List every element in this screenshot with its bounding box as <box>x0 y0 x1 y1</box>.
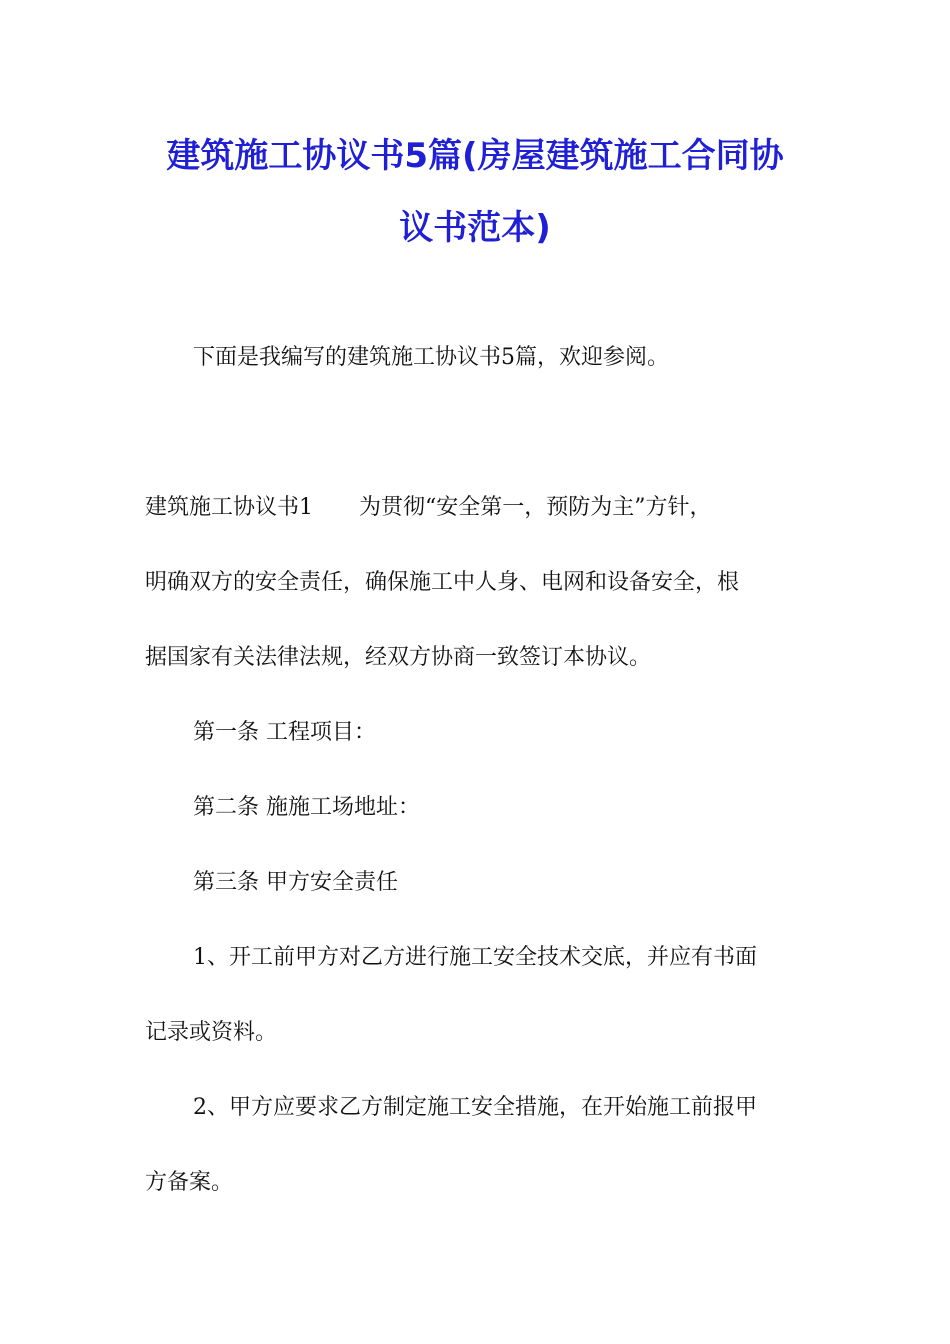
section-1-first-line <box>145 493 712 523</box>
intro-paragraph: 下面是我编写的建筑施工协议书5篇，欢迎参阅。 <box>193 345 669 370</box>
section-1-paragraph-line-3: 据国家有关法律法规，经双方协商一致签订本协议。 <box>145 645 652 670</box>
section-1-heading: 建筑施工协议书1 <box>145 495 313 520</box>
item-1-line-2: 记录或资料。 <box>145 1020 278 1045</box>
article-1: 第一条 工程项目： <box>193 720 376 745</box>
article-2: 第二条 施施工场地址： <box>193 795 420 820</box>
section-1-paragraph-line-2: 明确双方的安全责任，确保施工中人身、电网和设备安全，根 <box>145 570 740 595</box>
item-1-line-1: 1、开工前甲方对乙方进行施工安全技术交底，并应有书面 <box>193 945 757 970</box>
item-2-line-1: 2、甲方应要求乙方制定施工安全措施，在开始施工前报甲 <box>193 1095 757 1120</box>
article-3: 第三条 甲方安全责任 <box>193 870 398 895</box>
document-title-line-2: 议书范本) <box>399 208 551 248</box>
item-2-line-2: 方备案。 <box>145 1170 234 1195</box>
document-title-line-1: 建筑施工协议书5篇(房屋建筑施工合同协 <box>166 136 784 176</box>
section-1-paragraph-line-1: 为贯彻“安全第一，预防为主”方针， <box>359 495 712 520</box>
